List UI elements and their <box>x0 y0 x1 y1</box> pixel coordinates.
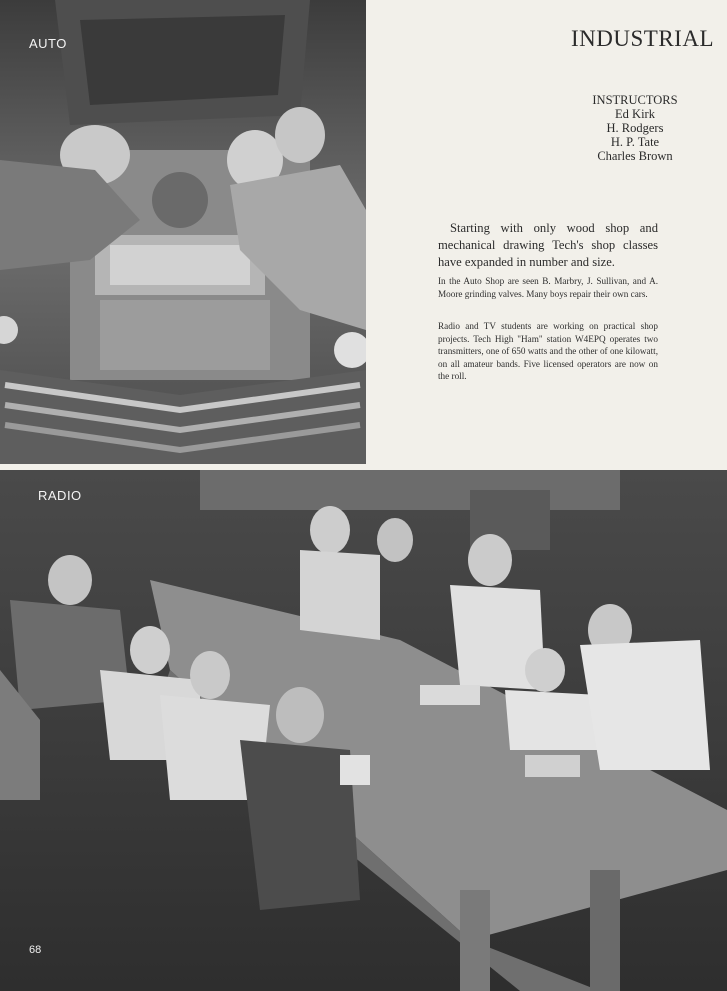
auto-photo-label: AUTO <box>29 36 67 51</box>
radio-paragraph: Radio and TV students are working on practical shop projects. Tech High "Ham" station W4EPQ operates two transmitters, one of 650 watts and the other of one kilowatt, on all amateur bands. Five licensed operators are now on the roll. <box>438 321 658 382</box>
instructors-block <box>560 93 710 163</box>
instructor-name: Charles Brown <box>597 149 673 163</box>
page-number: 68 <box>29 944 42 956</box>
intro-paragraph: Starting with only wood shop and mechanical drawing Tech's shop classes have expanded in number and size. <box>438 221 658 269</box>
instructor-name: H. Rodgers <box>606 121 664 135</box>
auto-shop-photo <box>0 0 366 464</box>
instructor-name: H. P. Tate <box>610 135 660 149</box>
radio-photo-label: RADIO <box>38 488 82 503</box>
radio-shop-photo <box>0 470 727 991</box>
radio-shop-photo-image <box>0 470 727 991</box>
instructors-heading: INSTRUCTORS <box>592 93 678 107</box>
instructor-name: Ed Kirk <box>615 107 655 121</box>
auto-shop-paragraph: In the Auto Shop are seen B. Marbry, J. Sullivan, and A. Moore grinding valves. Many boys repair their own cars. <box>438 276 658 299</box>
auto-shop-photo-image <box>0 0 366 464</box>
section-title: INDUSTRIAL <box>571 26 714 51</box>
